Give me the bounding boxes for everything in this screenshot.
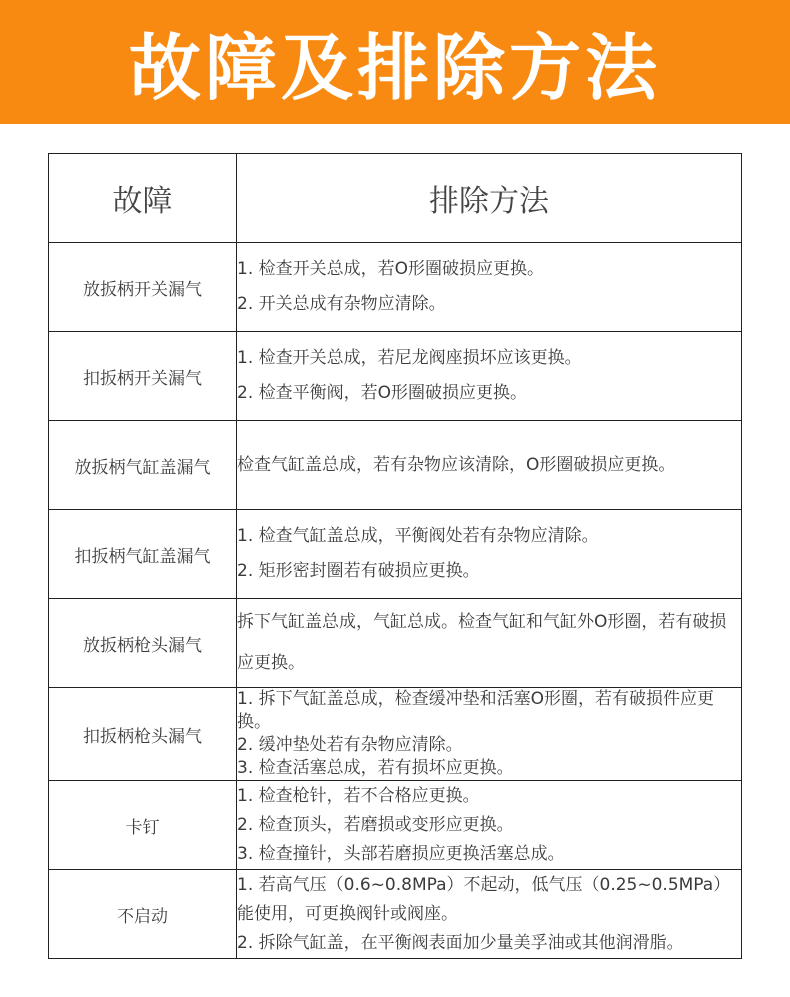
table-header-row: [49, 154, 742, 243]
solution-cell: [237, 781, 742, 870]
table-row: [49, 332, 742, 421]
solution-cell: [237, 599, 742, 688]
solution-line: 3. 检查撞针，头部若磨损应更换活塞总成。: [237, 843, 565, 864]
page-title: 故障及排除方法: [128, 26, 661, 110]
solution-cell: [237, 421, 742, 510]
fault-table: [48, 153, 742, 959]
table-row: [49, 421, 742, 510]
header-fault: 故障: [49, 154, 237, 243]
solution-line: 2. 开关总成有杂物应清除。: [237, 294, 446, 314]
solution-cell: [237, 243, 742, 332]
solution-cell: [237, 510, 742, 599]
fault-cell: 放扳柄枪头漏气: [49, 599, 237, 688]
table-row: [49, 781, 742, 870]
solution-line: 1. 检查开关总成，若尼龙阀座损坏应该更换。: [237, 348, 582, 368]
fault-cell: 扣扳柄枪头漏气: [49, 688, 237, 781]
solution-line: 1. 若高气压（0.6~0.8MPa）不起动，低气压（0.25~0.5MPa）能使用，可更换阀针或阀座。: [237, 874, 731, 924]
solution-line: 拆下气缸盖总成，气缸总成。检查气缸和气缸外O形圈，若有破损应更换。: [237, 612, 727, 673]
fault-cell: 放扳柄气缸盖漏气: [49, 421, 237, 510]
fault-cell: 卡钉: [49, 781, 237, 870]
solution-line: 3. 检查活塞总成，若有损坏应更换。: [237, 758, 514, 778]
table-row: [49, 510, 742, 599]
fault-cell: 不启动: [49, 870, 237, 959]
fault-cell: 扣扳柄开关漏气: [49, 332, 237, 421]
solution-cell: [237, 332, 742, 421]
solution-line: 2. 缓冲垫处若有杂物应清除。: [237, 735, 463, 755]
solution-cell: [237, 688, 742, 781]
solution-line: 1. 检查开关总成，若O形圈破损应更换。: [237, 259, 545, 279]
fault-cell: 放扳柄开关漏气: [49, 243, 237, 332]
table-row: [49, 870, 742, 959]
solution-cell: [237, 870, 742, 959]
solution-line: 2. 检查平衡阀，若O形圈破损应更换。: [237, 383, 528, 403]
solution-line: 1. 拆下气缸盖总成，检查缓冲垫和活塞O形圈，若有破损件应更换。: [237, 689, 715, 732]
table-row: [49, 599, 742, 688]
solution-line: 检查气缸盖总成，若有杂物应该清除，O形圈破损应更换。: [237, 454, 676, 475]
solution-line: 2. 检查顶头，若磨损或变形应更换。: [237, 814, 514, 835]
solution-line: 2. 矩形密封圈若有破损应更换。: [237, 561, 480, 581]
fault-cell: 扣扳柄气缸盖漏气: [49, 510, 237, 599]
solution-line: 1. 检查气缸盖总成，平衡阀处若有杂物应清除。: [237, 526, 599, 546]
solution-line: 2. 拆除气缸盖，在平衡阀表面加少量美孚油或其他润滑脂。: [237, 932, 684, 953]
header-method: 排除方法: [237, 154, 742, 243]
table-row: [49, 243, 742, 332]
table-row: [49, 688, 742, 781]
solution-line: 1. 检查枪针，若不合格应更换。: [237, 785, 480, 806]
